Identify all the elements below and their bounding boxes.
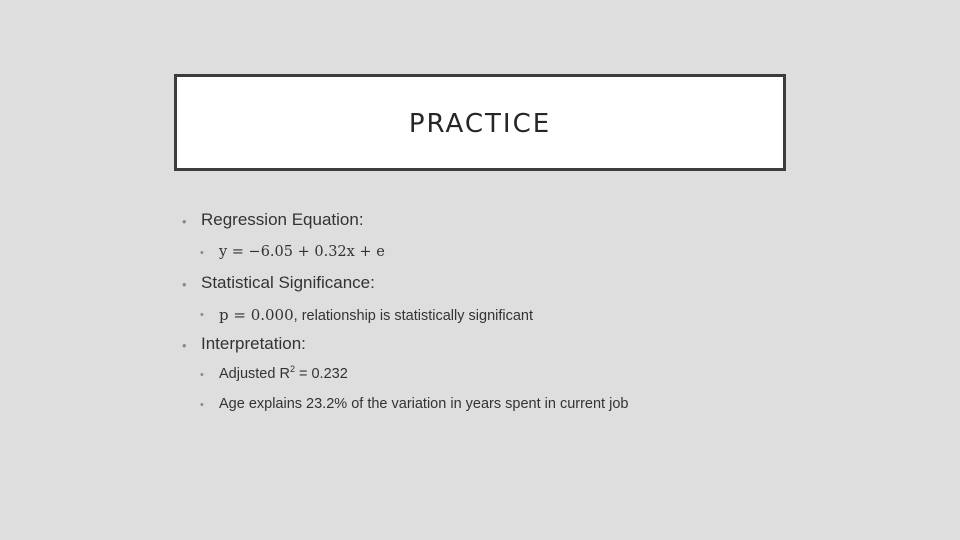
bullet-icon: • xyxy=(200,247,204,259)
bullet-icon: • xyxy=(200,309,204,321)
bullet-icon: • xyxy=(182,277,187,292)
statistical-significance-heading: Statistical Significance: xyxy=(201,273,375,292)
p-value-description: , relationship is statistically significant xyxy=(293,308,534,324)
bullet-icon: • xyxy=(200,399,204,411)
bullet-icon: • xyxy=(182,214,187,229)
regression-equation: y = −6.05 + 0.32x + e xyxy=(219,244,385,260)
age-explains-text: Age explains 23.2% of the variation in years spent in current job xyxy=(219,396,629,412)
p-value: p = 0.000 xyxy=(219,306,294,324)
title-box xyxy=(174,74,786,171)
bullet-icon: • xyxy=(182,338,187,353)
slide-title: PRACTICE xyxy=(408,109,552,139)
adjusted-r2-line xyxy=(219,366,348,382)
r-squared-exponent: 2 xyxy=(289,364,295,374)
bullet-icon: • xyxy=(200,369,204,381)
p-value-line xyxy=(219,306,533,324)
regression-equation-heading: Regression Equation: xyxy=(201,210,364,229)
adjusted-r2-value: = 0.232 xyxy=(294,366,348,382)
adjusted-r-label: Adjusted R xyxy=(219,366,290,382)
interpretation-heading: Interpretation: xyxy=(201,334,306,353)
